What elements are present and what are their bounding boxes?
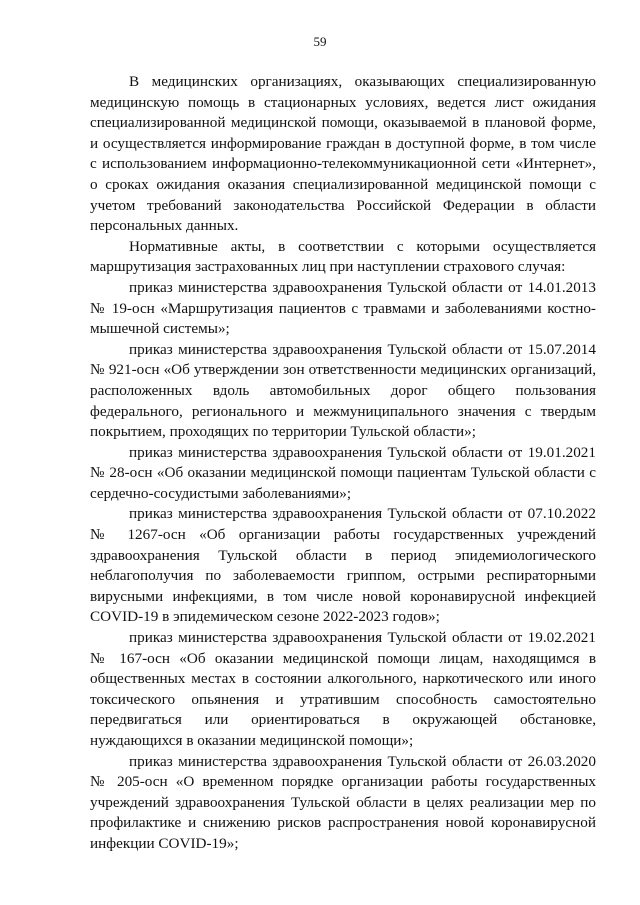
page-number: 59 [313, 34, 327, 49]
document-body [90, 72, 596, 855]
paragraph-order-921-osn: приказ министерства здравоохранения Тульской области от 15.07.2014 № 921-осн «Об утверждении зон ответственности медицинских организаций, расположенных вдоль автомобильных дорог общего пользования федерального, регионального и межмуниципального значения с твердым покрытием, проходящих по территории Тульской области»; [90, 340, 596, 441]
paragraph-order-205-osn: приказ министерства здравоохранения Тульской области от 26.03.2020 № 205-осн «О временном порядке организации работы государственных учреждений здравоохранения Тульской области в целях реализации мер по профилактике и снижению рисков распространения новой коронавирусной инфекции COVID-19»; [90, 752, 596, 852]
paragraph-order-28-osn: приказ министерства здравоохранения Тульской области от 19.01.2021 № 28-осн «Об оказании медицинской помощи пациентам Тульской области с сердечно-сосудистыми заболеваниями»; [90, 443, 596, 502]
paragraph-normative-acts-intro: Нормативные акты, в соответствии с которыми осуществляется маршрутизация застрахованных лиц при наступлении страхового случая: [90, 237, 596, 276]
paragraph-order-167-osn: приказ министерства здравоохранения Тульской области от 19.02.2021 № 167-осн «Об оказании медицинской помощи лицам, находящимся в общественных местах в состоянии алкогольного, наркотического или иного токсического опьянения и утратившим способность самостоятельно передвигаться или ориентироваться в окружающей обстановке, нуждающихся в оказании медицинской помощи»; [90, 629, 596, 749]
paragraph-waiting-list: В медицинских организациях, оказывающих специализированную медицинскую помощь в стационарных условиях, ведется лист ожидания специализированной медицинской помощи, оказываемой в плановой форме, и осуществляется информирование граждан в доступной форме, в том числе с использованием информационно-телекоммуникационной сети «Интернет», о сроках ожидания оказания специализированной медицинской помощи с учетом требований законодательства Российской Федерации в области персональных данных. [90, 73, 596, 235]
paragraph-order-1267-osn: приказ министерства здравоохранения Тульской области от 07.10.2022 № 1267-осн «Об организации работы государственных учреждений здравоохранения Тульской области в период эпидемиологического неблагополучия по заболеваемости гриппом, острыми респираторными вирусными инфекциями, в том числе новой коронавирусной инфекцией COVID-19 в эпидемическом сезоне 2022-2023 годов»; [90, 505, 596, 626]
paragraph-order-19-osn: приказ министерства здравоохранения Тульской области от 14.01.2013 № 19-осн «Маршрутизация пациентов с травмами и заболеваниями костно-мышечной системы»; [90, 278, 596, 338]
